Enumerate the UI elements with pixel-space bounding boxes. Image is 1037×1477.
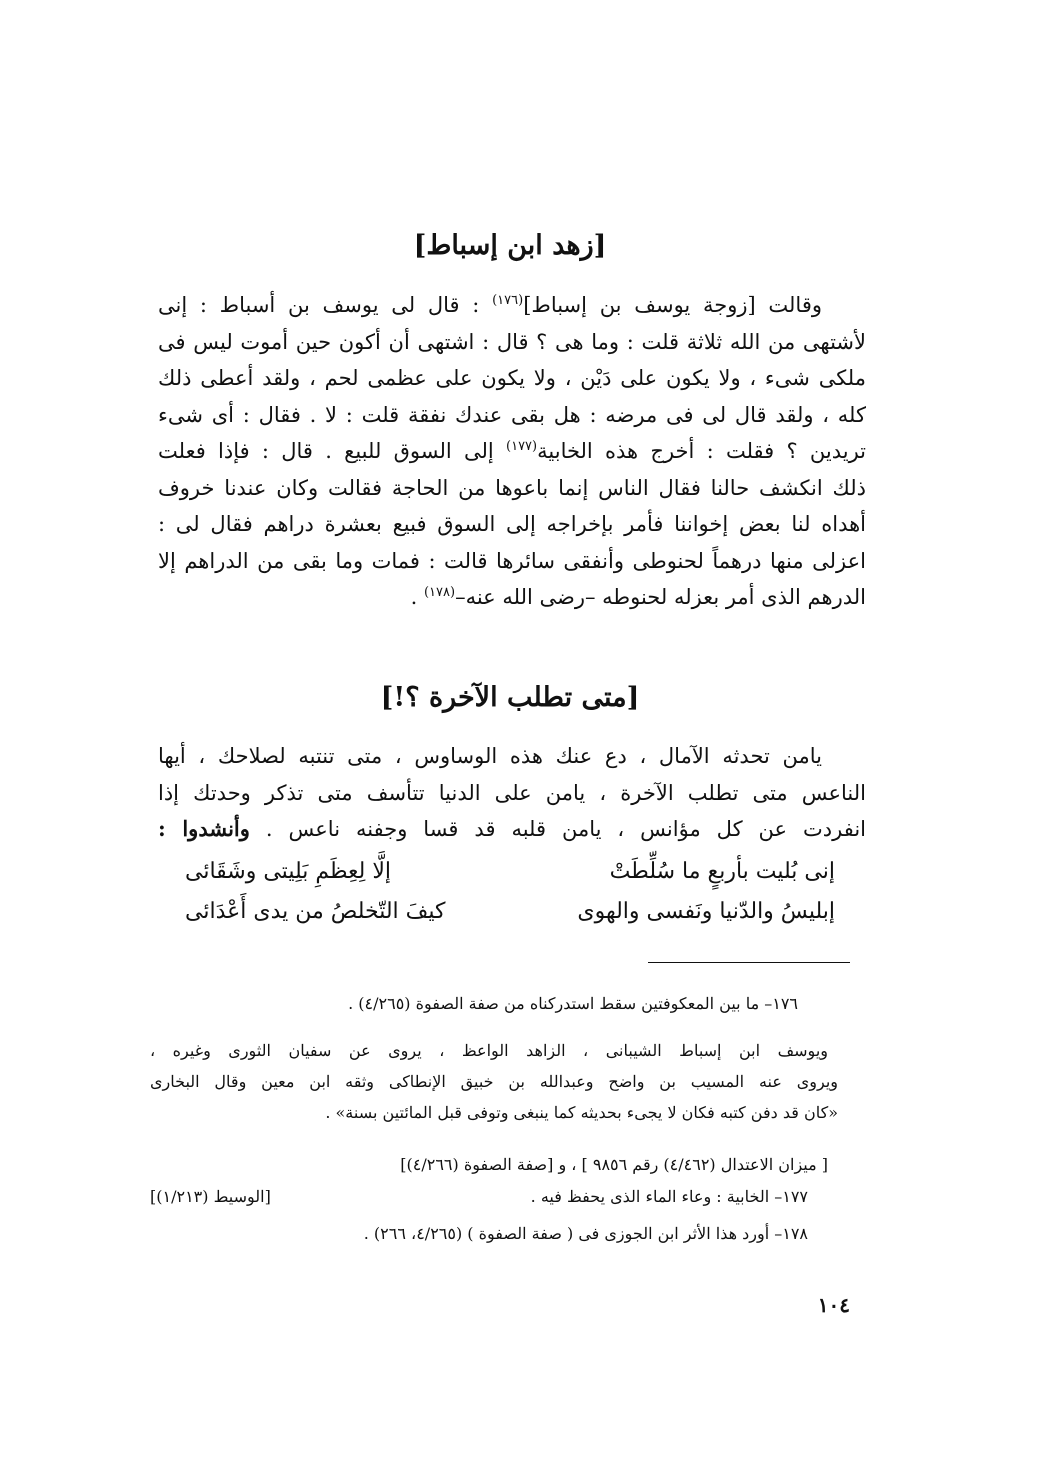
text-line: الناعس متى تطلب الآخرة ، يامن على الدنيا تتأسف متى تذكر وحدتك إذا — [158, 780, 866, 805]
footnote-line: ويروى عنه المسيب بن واضح وعبدالله بن خبيق الإنطاكى وثقه ابن معين وقال البخارى — [150, 1072, 838, 1091]
text-span: انفردت عن كل مؤانس ، يامن قلبه قد قسا وجفنه ناعس . — [265, 817, 866, 841]
footnote-separator — [648, 962, 850, 963]
footnote-line — [150, 1181, 838, 1212]
verse-first-hemistich: إبليسُ والدّنيا ونَفسى والهوى — [577, 899, 835, 924]
paragraph-zuhd — [158, 287, 866, 616]
text-line: وقالت [زوجة يوسف بن إسباط]$^{(١٧٦)}$ : قال لى يوسف بن أسباط : إنى — [158, 293, 823, 317]
text-line: أهداه لنا بعض إخواننا فأمر بإخراجه إلى السوق فبيع بعشرة دراهم فقال لى : — [158, 512, 866, 536]
verse — [185, 852, 835, 892]
recited-label: وأنشدوا : — [158, 816, 250, 841]
text-line: لأشتهى من الله ثلاثة قلت : وما هى ؟ قال : اشتهى أن أكون حين أموت ليس فى — [158, 329, 866, 354]
footnote-line: ١٧٨– أورد هذا الأثر ابن الجوزى فى ( صفة الصفوة ) (٤/٢٦٥، ٢٦٦) . — [363, 1224, 808, 1243]
footnote-178 — [150, 1218, 838, 1249]
poem-verses — [185, 852, 835, 932]
verse-second-hemistich: كيفَ التّخلصُ من يدى أَعْدَائى — [185, 899, 446, 924]
footnote-line: «كان قد دفن كتبه فكان لا يجىء بحديثه كما ينبغى وتوفى قبل المائتين بسنة» . — [325, 1103, 838, 1122]
verse — [185, 892, 835, 932]
page-number: ١٠٤ — [817, 1293, 850, 1317]
text-line: ذلك انكشف حالنا فقال الناس إنما باعوها من الحاجة فقالت وكان عندنا خروف — [158, 475, 866, 500]
footnote-reference: [الوسيط (١/٢١٣)] — [150, 1187, 271, 1206]
text-line: يامن تحدثه الآمال ، دع عنك هذه الوساوس ، متى تنتبه لصلاحك ، أيها — [158, 744, 822, 768]
footnote-line: ويوسف ابن إسباط الشيبانى ، الزاهد الواعظ ، يروى عن سفيان الثورى وغيره ، — [150, 1041, 828, 1060]
text-line: اعزلى منها درهماً لحنوطى وأنفقى سائرها قالت : فمات وما بقى من الدراهم إلا — [158, 548, 866, 573]
footnote-177 — [150, 1181, 838, 1212]
text-line: كله ، ولقد قال لى فى مرضه : هل بقى عندك نفقة قلت : لا . فقال : أى شىء — [158, 402, 866, 427]
text-line: ملكى شىء ، ولا يكون على دَيْن ، ولا يكون على عظمى لحم ، ولقد أعطى ذلك — [158, 366, 866, 390]
footnote-176-biography — [150, 1035, 838, 1128]
text-line: تريدين ؟ فقلت : أخرج هذه الخابية$^{(١٧٧)}$ إلى السوق للبيع . قال : فإذا فعلت — [158, 439, 866, 463]
paragraph-akhira — [158, 738, 866, 848]
footnote-line: ١٧٦– ما بين المعكوفتين سقط استدركناه من صفة الصفوة (٤/٢٦٥) . — [348, 994, 798, 1013]
footnote-line: [ ميزان الاعتدال (٤/٤٦٢) رقم ٩٨٥٦ ] ، و [صفة الصفوة (٤/٢٦٦)] — [400, 1155, 828, 1174]
text-line — [158, 811, 866, 848]
section-heading-zuhd: [زهد ابن إسباط] — [413, 230, 607, 261]
text-line: الدرهم الذى أمر بعزله لحنوطه –رضى الله عنه–$^{(١٧٨)}$ . — [410, 585, 866, 609]
footnote-176-references — [150, 1149, 838, 1180]
verse-second-hemistich: إلَّا لِعِظَمِ بَلِيتى وشَقَائى — [185, 859, 392, 884]
footnote-176 — [150, 988, 838, 1019]
footnote-text: ١٧٧– الخابية : وعاء الماء الذى يحفظ فيه . — [530, 1187, 808, 1206]
verse-first-hemistich: إنى بُليت بأربعٍ ما سُلِّطَتْ — [609, 859, 835, 884]
section-heading-akhira: [متى تطلب الآخرة ؟!] — [380, 682, 640, 713]
